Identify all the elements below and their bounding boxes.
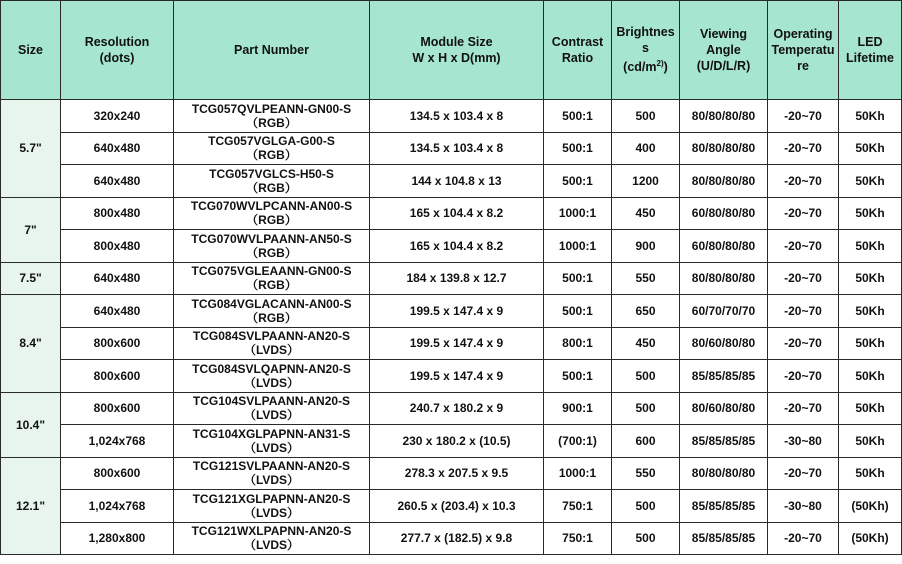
- table-row: [1, 295, 902, 328]
- header-led-lifetime: LED Lifetime: [839, 1, 902, 100]
- part-number-text: TCG070WVLPAANN-AN50-S: [191, 231, 352, 246]
- led-cell: 50Kh: [839, 230, 902, 263]
- temp-cell: -20~70: [768, 327, 839, 360]
- part-number-text: TCG121WXLPAPNN-AN20-S: [191, 524, 352, 539]
- module-cell: 230 x 180.2 x (10.5): [370, 425, 544, 458]
- led-cell: 50Kh: [839, 425, 902, 458]
- temp-cell: -20~70: [768, 457, 839, 490]
- viewing-cell: 85/85/85/85: [680, 490, 768, 523]
- module-cell: 165 x 104.4 x 8.2: [370, 197, 544, 230]
- part-number-text: TCG075VGLEAANN-GN00-S: [191, 264, 352, 279]
- module-cell: 199.5 x 147.4 x 9: [370, 360, 544, 393]
- temp-cell: -20~70: [768, 295, 839, 328]
- brightness-cell: 450: [612, 327, 680, 360]
- header-part-number: Part Number: [174, 1, 370, 100]
- table-row: [1, 392, 902, 425]
- size-cell: 10.4": [1, 392, 61, 457]
- led-cell: (50Kh): [839, 490, 902, 523]
- brightness-cell: 500: [612, 360, 680, 393]
- part-number-text: TCG057QVLPEANN-GN00-S: [191, 101, 352, 116]
- viewing-cell: 60/80/80/80: [680, 230, 768, 263]
- viewing-cell: 85/85/85/85: [680, 360, 768, 393]
- resolution-cell: 1,024x768: [61, 425, 174, 458]
- module-cell: 199.5 x 147.4 x 9: [370, 295, 544, 328]
- contrast-cell: 500:1: [544, 360, 612, 393]
- led-cell: 50Kh: [839, 197, 902, 230]
- temp-cell: -20~70: [768, 230, 839, 263]
- interface-text: （RGB）: [246, 245, 297, 260]
- led-cell: 50Kh: [839, 327, 902, 360]
- module-cell: 144 x 104.8 x 13: [370, 165, 544, 198]
- brightness-cell: 550: [612, 457, 680, 490]
- size-cell: 12.1": [1, 457, 61, 555]
- header-viewing-angle: Viewing Angle (U/D/L/R): [680, 1, 768, 100]
- led-cell: 50Kh: [839, 392, 902, 425]
- module-cell: 278.3 x 207.5 x 9.5: [370, 457, 544, 490]
- part-cell: [174, 490, 370, 523]
- size-cell: 5.7": [1, 100, 61, 198]
- module-cell: 240.7 x 180.2 x 9: [370, 392, 544, 425]
- led-cell: 50Kh: [839, 100, 902, 133]
- part-cell: [174, 132, 370, 165]
- temp-cell: -30~80: [768, 425, 839, 458]
- part-cell: [174, 262, 370, 295]
- resolution-cell: 320x240: [61, 100, 174, 133]
- led-cell: 50Kh: [839, 457, 902, 490]
- contrast-cell: 1000:1: [544, 457, 612, 490]
- part-number-text: TCG121XGLPAPNN-AN20-S: [192, 491, 351, 506]
- header-operating-temperature: Operating Temperatu re: [768, 1, 839, 100]
- size-cell: 7": [1, 197, 61, 262]
- part-number-text: TCG104SVLPAANN-AN20-S: [192, 394, 351, 409]
- viewing-cell: 80/80/80/80: [680, 100, 768, 133]
- contrast-cell: 500:1: [544, 262, 612, 295]
- part-number-text: TCG104XGLPAPNN-AN31-S: [192, 426, 351, 441]
- module-cell: 199.5 x 147.4 x 9: [370, 327, 544, 360]
- header-contrast: Contrast Ratio: [544, 1, 612, 100]
- part-number-text: TCG057VGLGA-G00-S: [208, 134, 335, 149]
- table-body: [1, 100, 902, 555]
- part-number-text: TCG084SVLPAANN-AN20-S: [192, 329, 351, 344]
- part-number-text: TCG070WVLPCANN-AN00-S: [190, 199, 353, 214]
- resolution-cell: 800x600: [61, 392, 174, 425]
- brightness-cell: 500: [612, 392, 680, 425]
- header-resolution: Resolution (dots): [61, 1, 174, 100]
- interface-text: （LVDS）: [243, 440, 300, 455]
- part-cell: [174, 522, 370, 555]
- temp-cell: -20~70: [768, 262, 839, 295]
- part-number-text: TCG121SVLPAANN-AN20-S: [192, 459, 351, 474]
- viewing-cell: 85/85/85/85: [680, 522, 768, 555]
- part-cell: [174, 295, 370, 328]
- brightness-cell: 500: [612, 522, 680, 555]
- viewing-cell: 80/80/80/80: [680, 132, 768, 165]
- viewing-cell: 60/70/70/70: [680, 295, 768, 328]
- interface-text: （RGB）: [246, 148, 297, 163]
- interface-text: （LVDS）: [243, 473, 300, 488]
- led-cell: 50Kh: [839, 262, 902, 295]
- contrast-cell: 500:1: [544, 295, 612, 328]
- resolution-cell: 640x480: [61, 295, 174, 328]
- temp-cell: -20~70: [768, 197, 839, 230]
- table-row: [1, 197, 902, 230]
- table-row: [1, 490, 902, 523]
- module-cell: 134.5 x 103.4 x 8: [370, 100, 544, 133]
- viewing-cell: 80/80/80/80: [680, 165, 768, 198]
- resolution-cell: 1,280x800: [61, 522, 174, 555]
- interface-text: （LVDS）: [243, 375, 300, 390]
- temp-cell: -20~70: [768, 360, 839, 393]
- resolution-cell: 1,024x768: [61, 490, 174, 523]
- table-row: [1, 165, 902, 198]
- table-row: [1, 360, 902, 393]
- contrast-cell: 1000:1: [544, 197, 612, 230]
- part-cell: [174, 100, 370, 133]
- part-cell: [174, 327, 370, 360]
- interface-text: （LVDS）: [243, 505, 300, 520]
- module-cell: 165 x 104.4 x 8.2: [370, 230, 544, 263]
- contrast-cell: 500:1: [544, 132, 612, 165]
- table-row: [1, 457, 902, 490]
- part-number-text: TCG057VGLCS-H50-S: [209, 166, 334, 181]
- part-cell: [174, 360, 370, 393]
- part-number-text: TCG084VGLACANN-AN00-S: [191, 296, 352, 311]
- interface-text: （RGB）: [246, 115, 297, 130]
- part-number-text: TCG084SVLQAPNN-AN20-S: [192, 361, 351, 376]
- header-brightness: Brightnes s $(cd/m^{2)})$: [612, 1, 680, 100]
- resolution-cell: 800x600: [61, 360, 174, 393]
- brightness-cell: 550: [612, 262, 680, 295]
- header-row: [1, 1, 902, 100]
- contrast-cell: 1000:1: [544, 230, 612, 263]
- contrast-cell: 500:1: [544, 165, 612, 198]
- brightness-cell: 500: [612, 490, 680, 523]
- led-cell: 50Kh: [839, 360, 902, 393]
- table-row: [1, 230, 902, 263]
- brightness-cell: 450: [612, 197, 680, 230]
- brightness-cell: 400: [612, 132, 680, 165]
- resolution-cell: 800x480: [61, 230, 174, 263]
- led-cell: 50Kh: [839, 165, 902, 198]
- contrast-cell: (700:1): [544, 425, 612, 458]
- resolution-cell: 800x600: [61, 327, 174, 360]
- resolution-cell: 800x480: [61, 197, 174, 230]
- temp-cell: -30~80: [768, 490, 839, 523]
- part-cell: [174, 457, 370, 490]
- table-row: [1, 262, 902, 295]
- module-cell: 134.5 x 103.4 x 8: [370, 132, 544, 165]
- temp-cell: -20~70: [768, 165, 839, 198]
- interface-text: （LVDS）: [243, 538, 300, 553]
- resolution-cell: 640x480: [61, 165, 174, 198]
- table-row: [1, 132, 902, 165]
- part-cell: [174, 197, 370, 230]
- viewing-cell: 60/80/80/80: [680, 197, 768, 230]
- interface-text: （LVDS）: [243, 408, 300, 423]
- part-cell: [174, 392, 370, 425]
- resolution-cell: 800x600: [61, 457, 174, 490]
- interface-text: （LVDS）: [243, 343, 300, 358]
- interface-text: （RGB）: [246, 310, 297, 325]
- viewing-cell: 80/60/80/80: [680, 327, 768, 360]
- led-cell: (50Kh): [839, 522, 902, 555]
- brightness-cell: 1200: [612, 165, 680, 198]
- table-row: [1, 100, 902, 133]
- part-cell: [174, 230, 370, 263]
- table-row: [1, 522, 902, 555]
- header-module-size: Module Size W x H x D(mm): [370, 1, 544, 100]
- interface-text: （RGB）: [246, 180, 297, 195]
- brightness-cell: 500: [612, 100, 680, 133]
- size-cell: 7.5": [1, 262, 61, 295]
- part-cell: [174, 165, 370, 198]
- part-cell: [174, 425, 370, 458]
- table-row: [1, 425, 902, 458]
- brightness-cell: 600: [612, 425, 680, 458]
- contrast-cell: 900:1: [544, 392, 612, 425]
- header-size: Size: [1, 1, 61, 100]
- contrast-cell: 750:1: [544, 522, 612, 555]
- resolution-cell: 640x480: [61, 262, 174, 295]
- temp-cell: -20~70: [768, 392, 839, 425]
- size-cell: 8.4": [1, 295, 61, 393]
- contrast-cell: 800:1: [544, 327, 612, 360]
- led-cell: 50Kh: [839, 132, 902, 165]
- module-cell: 260.5 x (203.4) x 10.3: [370, 490, 544, 523]
- led-cell: 50Kh: [839, 295, 902, 328]
- module-cell: 277.7 x (182.5) x 9.8: [370, 522, 544, 555]
- temp-cell: -20~70: [768, 100, 839, 133]
- module-cell: 184 x 139.8 x 12.7: [370, 262, 544, 295]
- interface-text: （RGB）: [246, 278, 297, 293]
- contrast-cell: 750:1: [544, 490, 612, 523]
- brightness-cell: 650: [612, 295, 680, 328]
- resolution-cell: 640x480: [61, 132, 174, 165]
- temp-cell: -20~70: [768, 132, 839, 165]
- viewing-cell: 85/85/85/85: [680, 425, 768, 458]
- viewing-cell: 80/80/80/80: [680, 457, 768, 490]
- contrast-cell: 500:1: [544, 100, 612, 133]
- brightness-cell: 900: [612, 230, 680, 263]
- table-header: [1, 1, 902, 100]
- viewing-cell: 80/80/80/80: [680, 262, 768, 295]
- viewing-cell: 80/60/80/80: [680, 392, 768, 425]
- table-row: [1, 327, 902, 360]
- temp-cell: -20~70: [768, 522, 839, 555]
- interface-text: （RGB）: [246, 213, 297, 228]
